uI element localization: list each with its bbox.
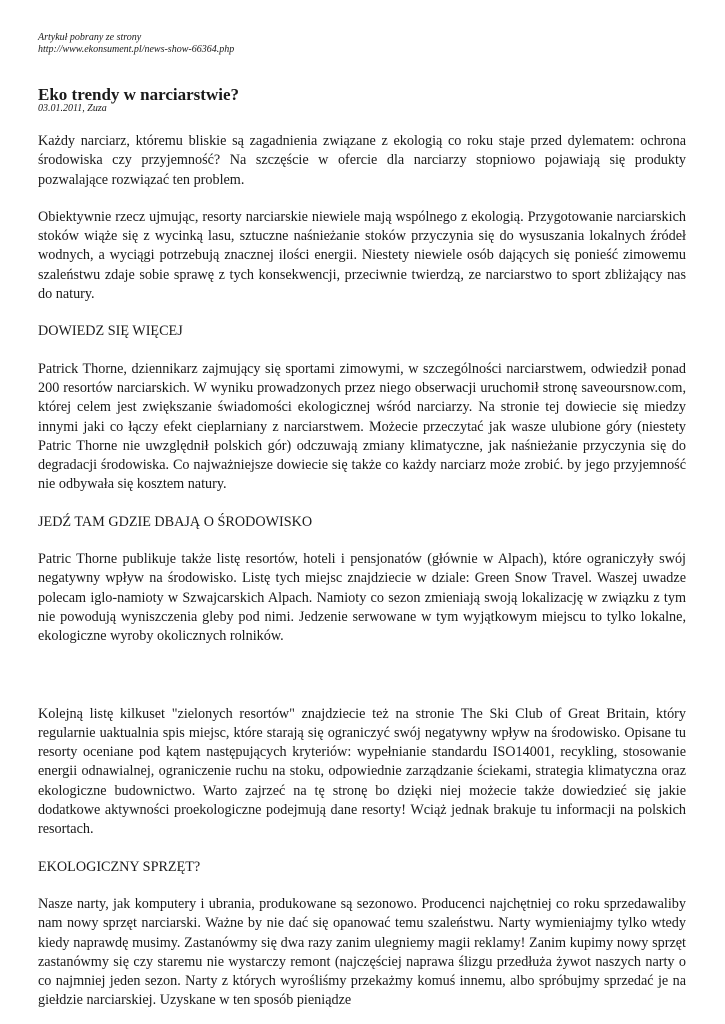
section-heading-go-green: JEDŹ TAM GDZIE DBAJĄ O ŚRODOWISKO (38, 513, 313, 530)
paragraph-resorts: Obiektywnie rzecz ujmując, resorty narciarskie niewiele mają wspólnego z ekologią. Przygotowanie narciarskich stoków wiąże się z wycinką lasu, sztuczne naśnieżanie stoków przyczynia się do wysuszania lokalnych źródeł wodnych, a wyciągi potrzebują znacznej ilości energii. Niestety niewiele osób dających się ponieść zimowemu szaleństwu zdaje sobie sprawę z tych konsekwencji, przeciwnie twierdzą, ze narciarstwo to sport zbliżający nas do natury. (38, 208, 686, 303)
source-note (38, 32, 234, 56)
paragraph-ski-club: Kolejną listę kilkuset "zielonych resortów" znajdziecie też na stronie The Ski Club of Great Britain, który regularnie uaktualnia spis miejsc, które starają się ograniczyć swój negatywny wpływ na środowisko. Opisane tu resorty oceniane pod kątem następujących kryteriów: wypełnianie standardu ISO14001, recykling, stosowanie energii odnawialnej, ograniczenie ruchu na stoku, odpowiednie zarządzanie ściekami, strategia klimatyczna oraz ekologiczne budownictwo. Warto zajrzeć na tę stronę bo dzięki niej możecie także dowiedzieć się jakie dodatkowe aktywności proekologiczne podejmują dane resorty! Wciąż jednak brakuje tu informacji na polskich resortach. (38, 705, 686, 838)
article-title: Eko trendy w narciarstwie? (38, 85, 240, 104)
source-url: http://www.ekonsument.pl/news-show-66364.php (38, 44, 235, 55)
paragraph-equipment: Nasze narty, jak komputery i ubrania, produkowane są sezonowo. Producenci najchętniej co roku sprzedawaliby nam nowy sprzęt narciarski. Ważne by nie dać się opanować temu szaleństwu. Narty wymieniajmy tylko wtedy kiedy naprawdę musimy. Zastanówmy się dwa razy zanim ulegniemy magii reklamy! Zanim kupimy nowy sprzęt zastanówmy się czy staremu nie wystarczy remont (najczęściej naprawa ślizgu przedłuża żywot naszych narty o co najmniej jeden sezon. Narty z których wyrośliśmy przekażmy komuś innemu, albo spróbujmy sprzedać je na giełdzie narciarskiej. Uzyskane w ten sposób pieniądze (38, 895, 686, 1009)
paragraph-intro: Każdy narciarz, któremu bliskie są zagadnienia związane z ekologią co roku staje przed dylematem: ochrona środowiska czy przyjemność? Na szczęście w ofercie dla narciarzy stopniowo pojawiają się produkty pozwalające rozwiązać ten problem. (38, 133, 686, 188)
section-heading-eco-gear: EKOLOGICZNY SPRZĘT? (38, 858, 201, 875)
source-label: Artykuł pobrany ze strony (38, 32, 142, 43)
paragraph-thorne: Patrick Thorne, dziennikarz zajmujący się sportami zimowymi, w szczególności narciarstwem, odwiedził ponad 200 resortów narciarskich. W wyniku prowadzonych przez niego obserwacji uruchomił stronę saveoursnow.com, której celem jest zwiększanie świadomości ekologicznej wśród narciarzy. Na stronie tej dowiecie się miedzy innymi jaki co łączy efekt cieplarniany z narciarstwem. Możecie przeczytać jak wasze ulubione góry (niestety Patric Thorne nie uwzględnił polskich gór) odczuwają zmiany klimatyczne, jak naśnieżanie przyczynia się do degradacji środowiska. Co najważniejsze dowiecie się także co każdy narciarz może zrobić. by jego przyjemność nie odbywała się kosztem natury. (38, 360, 686, 493)
article-body (38, 132, 686, 1011)
paragraph-green-snow-travel: Patric Thorne publikuje także listę resortów, hoteli i pensjonatów (głównie w Alpach), które ograniczyły swój negatywny wpływ na środowisko. Listę tych miejsc znajdziecie w dziale: Green Snow Travel. Waszej uwadze polecam iglo-namioty w Szwajcarskich Alpach. Namioty co sezon zmieniają swoją lokalizację w związku z tym nie powodują wyniszczenia gleby pod nimi. Jedzenie serwowane w tym wyjątkowym miejscu to tylko lokalne, ekologiczne wyroby okolicznych rolników. (38, 551, 686, 645)
article-date-author: 03.01.2011, Zuza (38, 103, 107, 114)
section-heading-learn-more: DOWIEDZ SIĘ WIĘCEJ (38, 323, 183, 340)
